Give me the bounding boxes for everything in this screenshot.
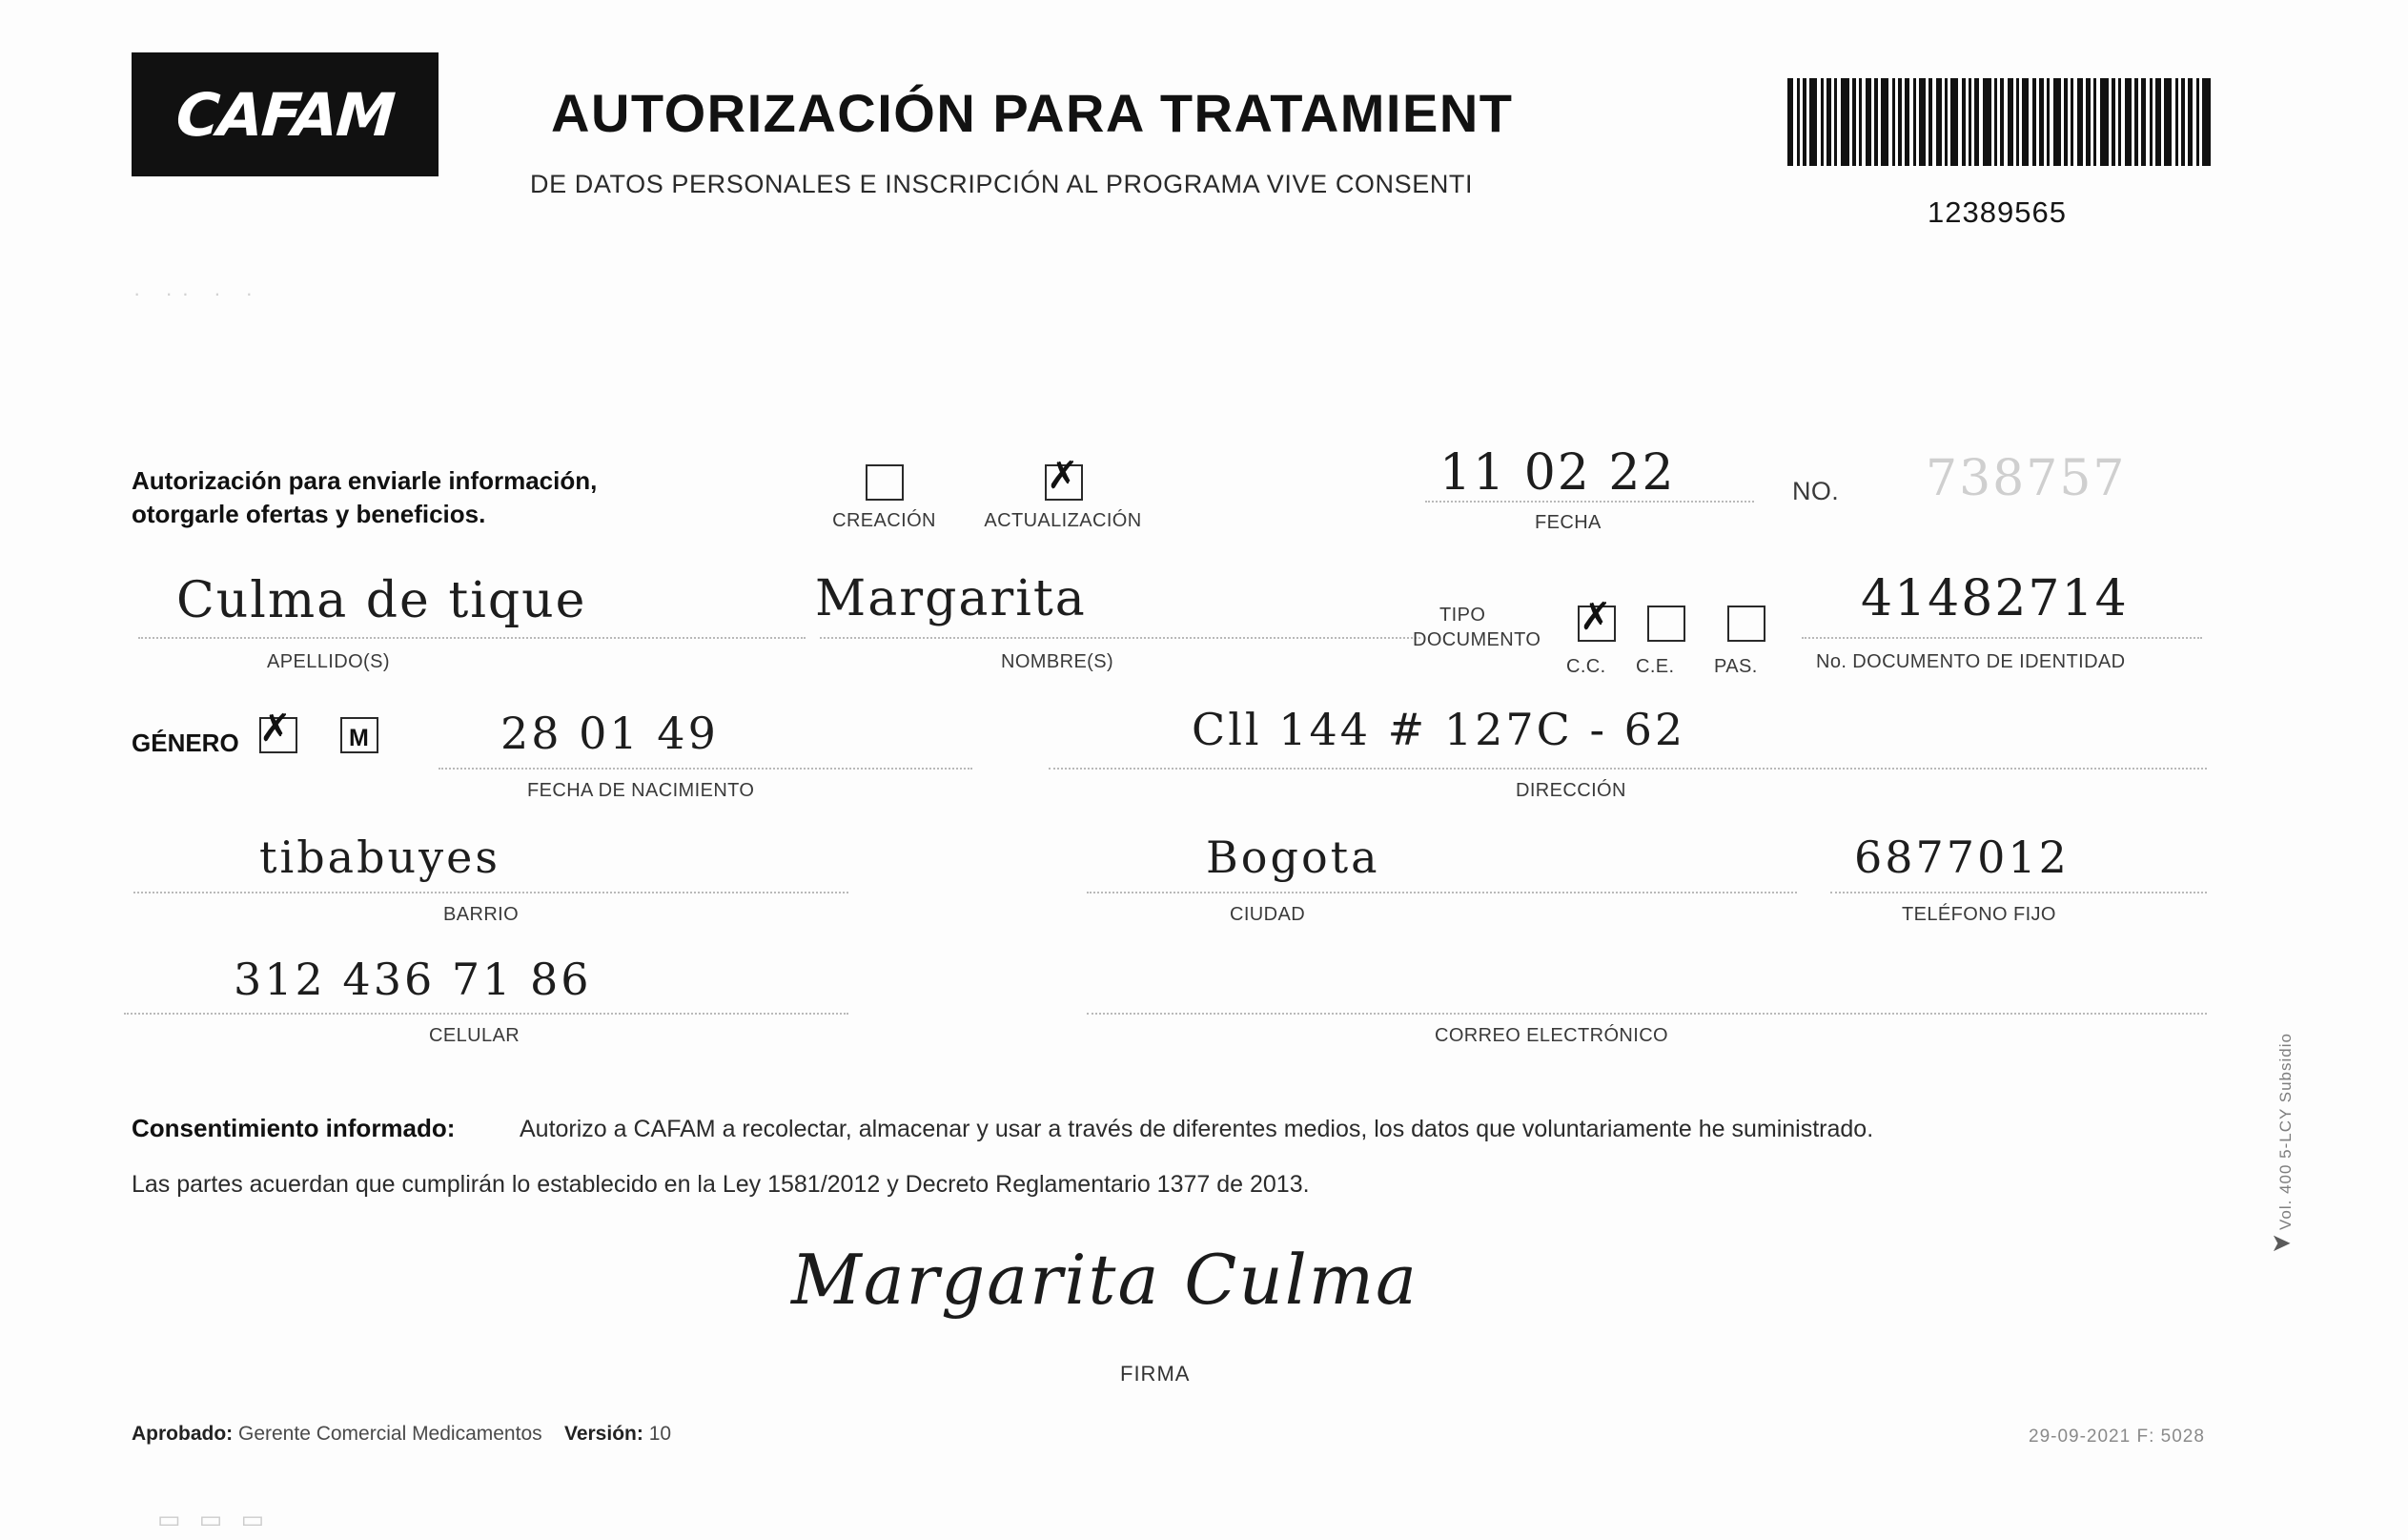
celular-rule bbox=[124, 1013, 848, 1015]
ciudad-label: CIUDAD bbox=[1230, 904, 1306, 925]
consent-line-2: Las partes acuerdan que cumplirán lo establecido en la Ley 1581/2012 y Decreto Reglamentario 1377 de 2013. bbox=[132, 1171, 1310, 1198]
fecha-label: FECHA bbox=[1535, 512, 1602, 533]
numero-value: 738757 bbox=[1926, 450, 2127, 507]
consent-heading: Consentimiento informado: bbox=[132, 1114, 456, 1142]
numero-label: NO. bbox=[1792, 477, 1840, 505]
correo-rule bbox=[1087, 1013, 2207, 1015]
barcode bbox=[1787, 78, 2207, 166]
page-title: AUTORIZACIÓN PARA TRATAMIENT bbox=[551, 83, 1514, 143]
telefono-label: TELÉFONO FIJO bbox=[1902, 904, 2056, 925]
nombre-rule bbox=[820, 637, 1420, 639]
direccion-value: Cll 144 # 127C - 62 bbox=[1192, 704, 1686, 755]
actualizacion-label: ACTUALIZACIÓN bbox=[984, 510, 1142, 531]
tipo-documento-label-1: TIPO bbox=[1439, 605, 1486, 626]
consent-line-1: Autorizo a CAFAM a recolectar, almacenar y usar a través de diferentes medios, los datos que voluntariamente he suministrado. bbox=[520, 1116, 1874, 1142]
approved-value: Gerente Comercial Medicamentos bbox=[238, 1423, 542, 1445]
nombre-label: NOMBRE(S) bbox=[1001, 651, 1114, 672]
signature-value: Margarita Culma bbox=[791, 1240, 1418, 1320]
creacion-checkbox[interactable] bbox=[866, 464, 904, 501]
creacion-label: CREACIÓN bbox=[832, 510, 936, 531]
apellido-label: APELLIDO(S) bbox=[267, 651, 390, 672]
correo-label: CORREO ELECTRÓNICO bbox=[1435, 1025, 1669, 1046]
telefono-value: 6877012 bbox=[1854, 832, 2070, 883]
genero-m-label: M bbox=[349, 725, 370, 751]
celular-value: 312 436 71 86 bbox=[234, 954, 592, 1005]
documento-rule bbox=[1802, 637, 2202, 639]
fecha-value: 11 02 22 bbox=[1439, 444, 1676, 502]
version-value: 10 bbox=[648, 1423, 672, 1445]
barrio-rule bbox=[133, 892, 848, 893]
genero-label: GÉNERO bbox=[132, 729, 239, 757]
genero-f-check-mark: ✗ bbox=[259, 707, 292, 750]
cc-label: C.C. bbox=[1566, 656, 1606, 677]
fecha-nacimiento-value: 28 01 49 bbox=[500, 708, 719, 759]
page-subtitle: DE DATOS PERSONALES E INSCRIPCIÓN AL PROGRAMA VIVE CONSENTI bbox=[530, 170, 1474, 198]
arrow-up-icon: ➤ bbox=[2271, 1228, 2292, 1257]
ciudad-rule bbox=[1087, 892, 1797, 893]
fecha-nacimiento-rule bbox=[439, 768, 972, 770]
ce-label: C.E. bbox=[1636, 656, 1675, 677]
tipo-documento-label-2: DOCUMENTO bbox=[1413, 629, 1541, 650]
footer-side-text: Vol. 400 5-LCY Subsidio bbox=[2276, 1033, 2295, 1230]
documento-value: 41482714 bbox=[1861, 570, 2129, 627]
purpose-line-2: otorgarle ofertas y beneficios. bbox=[132, 500, 486, 529]
logo-text: CAFAM bbox=[173, 79, 397, 150]
barrio-label: BARRIO bbox=[443, 904, 520, 925]
purpose-line-1: Autorización para enviarle información, bbox=[132, 466, 598, 495]
footer-code: 29-09-2021 F: 5028 bbox=[2029, 1427, 2205, 1447]
celular-label: CELULAR bbox=[429, 1025, 520, 1046]
barcode-number: 12389565 bbox=[1928, 195, 2067, 229]
apellido-rule bbox=[138, 637, 806, 639]
nombre-value: Margarita bbox=[815, 570, 1087, 627]
barrio-value: tibabuyes bbox=[259, 832, 500, 883]
fecha-nacimiento-label: FECHA DE NACIMIENTO bbox=[527, 780, 755, 801]
footer-approval bbox=[132, 1423, 671, 1446]
signature-label: FIRMA bbox=[1120, 1362, 1191, 1386]
apellido-value: Culma de tique bbox=[176, 572, 587, 629]
purpose-label bbox=[132, 464, 742, 531]
cafam-logo bbox=[132, 52, 439, 176]
direccion-rule bbox=[1049, 768, 2207, 770]
version-label: Versión: bbox=[563, 1423, 643, 1445]
cc-check-mark: ✗ bbox=[1580, 595, 1612, 639]
pas-label: PAS. bbox=[1714, 656, 1758, 677]
faint-scan-marks: · ·· · · bbox=[133, 281, 262, 305]
pas-checkbox[interactable] bbox=[1727, 606, 1765, 642]
actualizacion-check-mark: ✗ bbox=[1047, 454, 1079, 498]
ciudad-value: Bogota bbox=[1206, 832, 1380, 883]
fecha-rule bbox=[1425, 501, 1754, 503]
bottom-scan-artifact: ▭ ▭ ▭ bbox=[157, 1505, 271, 1533]
documento-label: No. DOCUMENTO DE IDENTIDAD bbox=[1816, 651, 2126, 672]
direccion-label: DIRECCIÓN bbox=[1516, 780, 1626, 801]
telefono-rule bbox=[1830, 892, 2207, 893]
ce-checkbox[interactable] bbox=[1647, 606, 1685, 642]
approved-label: Aprobado: bbox=[132, 1423, 234, 1445]
